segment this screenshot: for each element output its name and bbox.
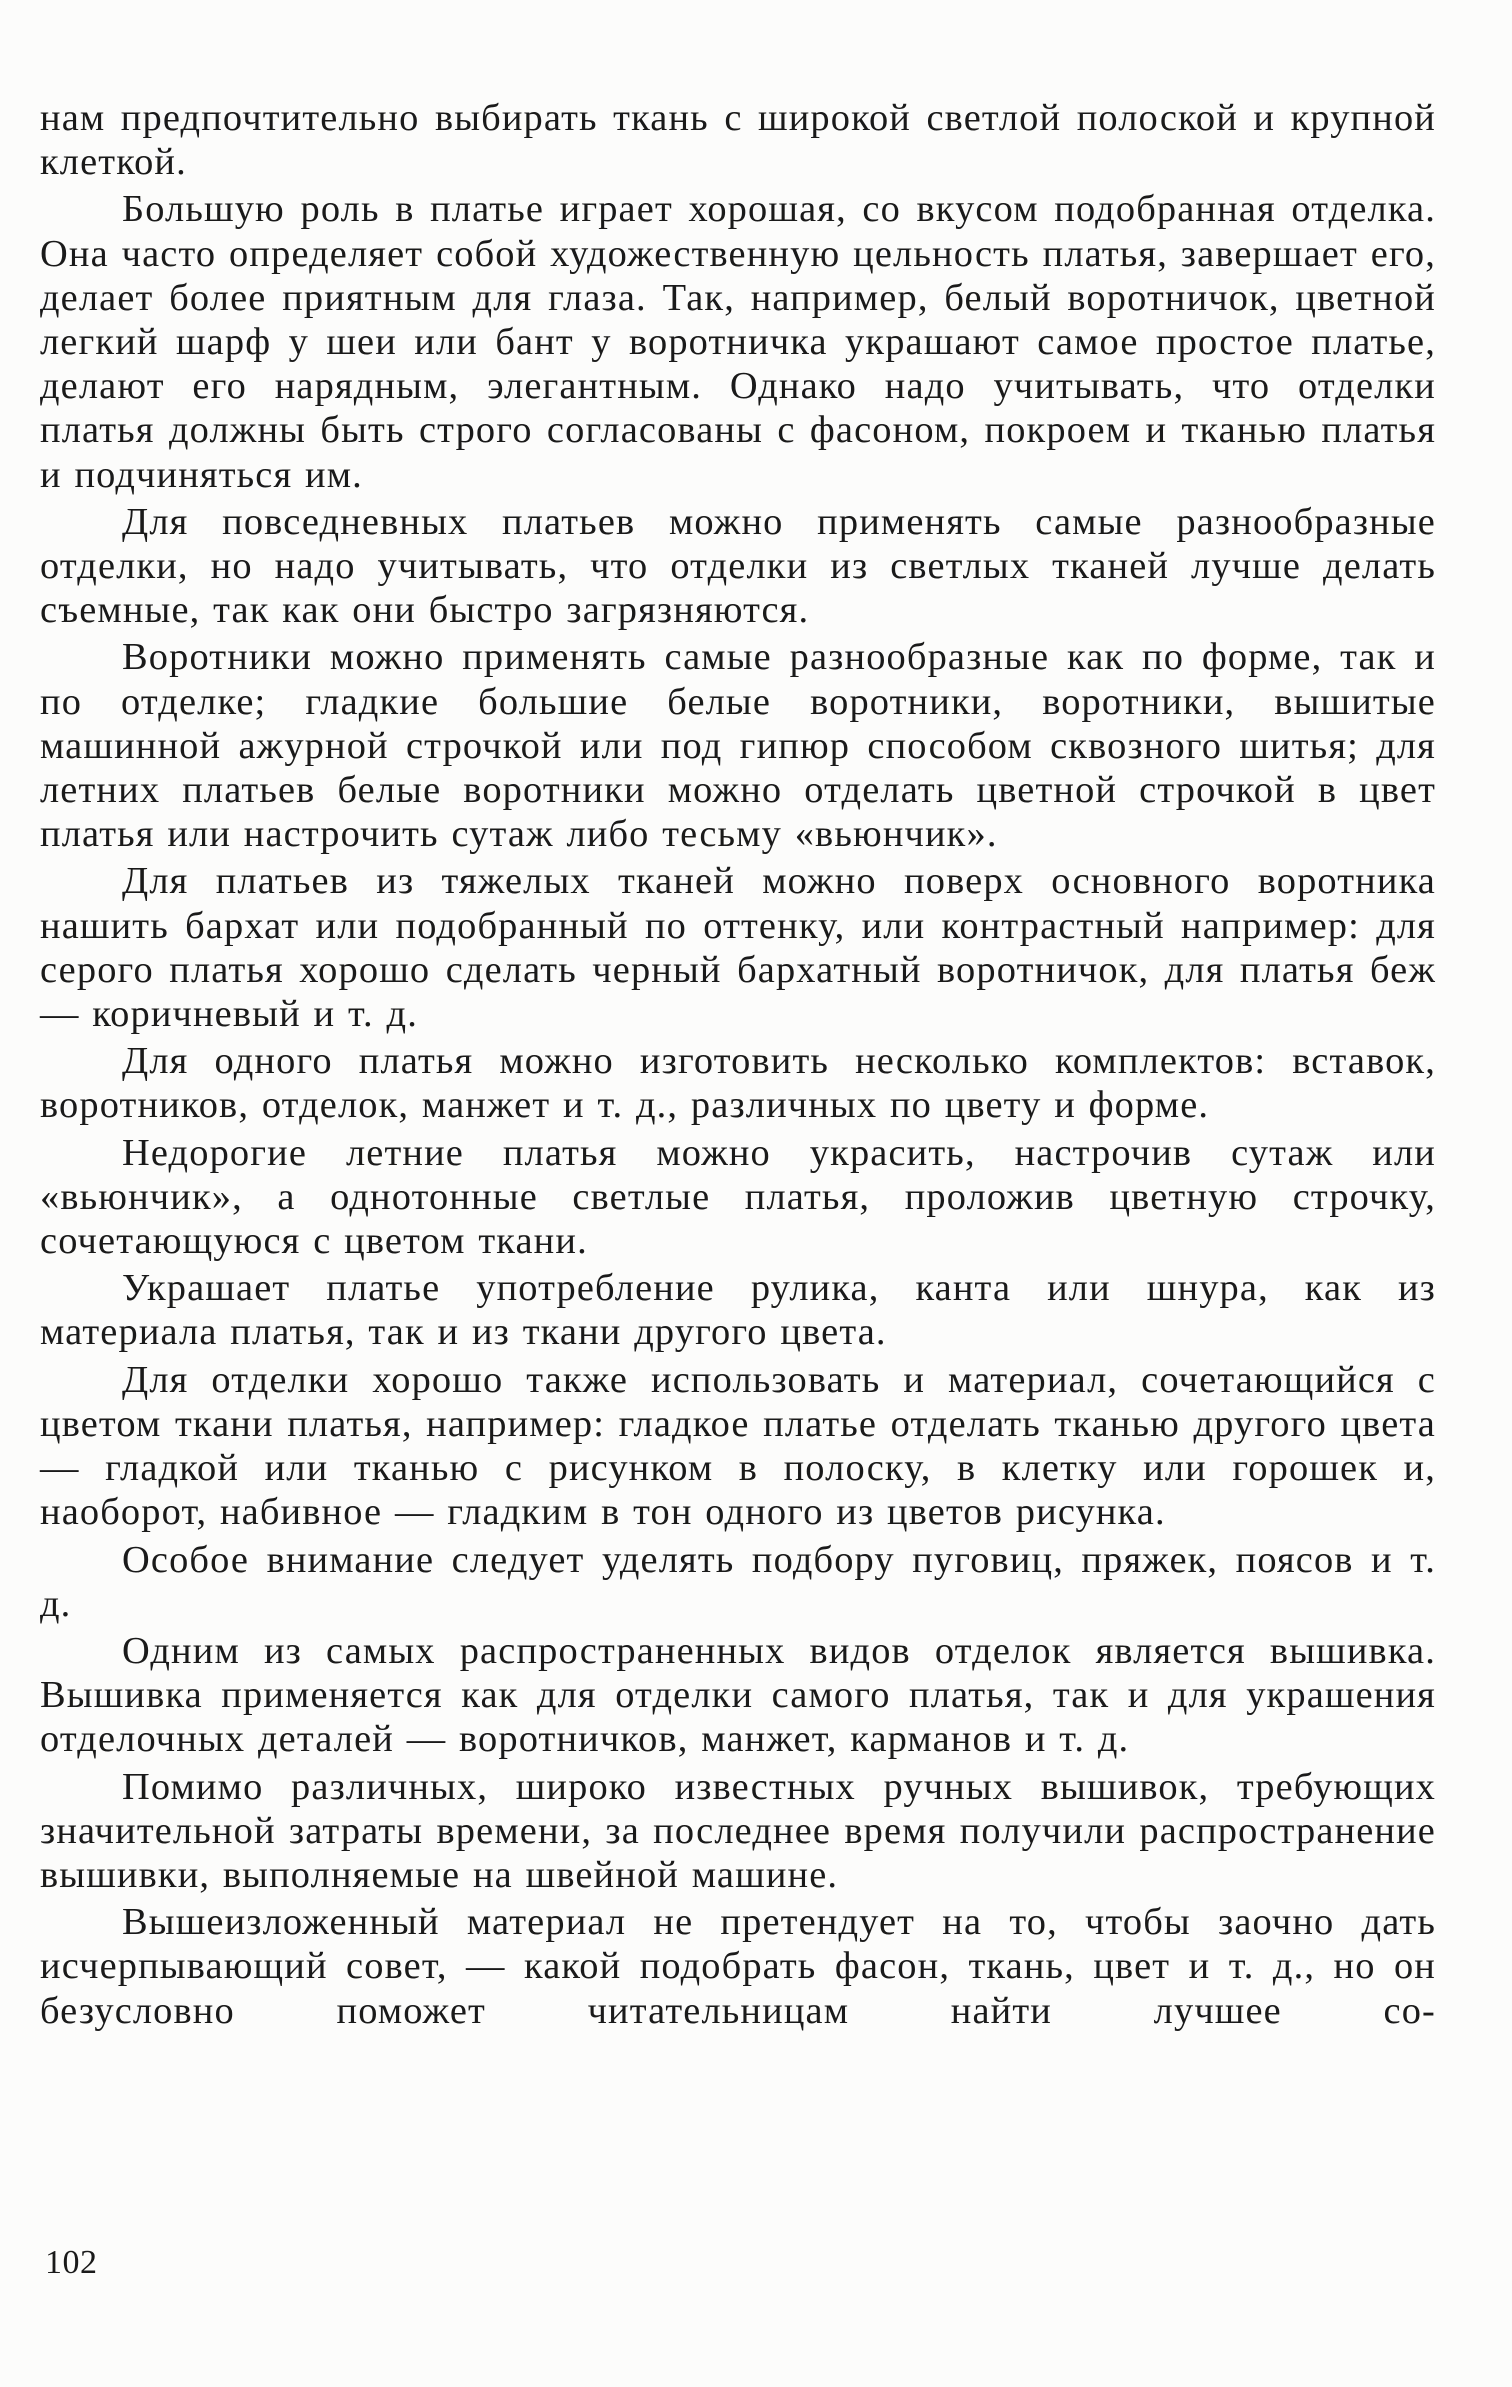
body-text bbox=[40, 96, 1436, 2036]
paragraph: Недорогие летние платья можно украсить, настрочив сутаж или «вьюнчик», а однотонные светлые платья, проложив цветную строчку, сочетающуюся с цветом ткани. bbox=[40, 1131, 1436, 1263]
paragraph: Одним из самых распространенных видов отделок является вышивка. Вышивка применяется как для отделки самого платья, так и для украшения отделочных деталей — воротничков, манжет, карманов и т. д. bbox=[40, 1629, 1436, 1761]
paragraph: Помимо различных, широко известных ручных вышивок, требующих значительной затраты времени, за последнее время получили распространение вышивки, выполняемые на швейной машине. bbox=[40, 1765, 1436, 1896]
page-number: 102 bbox=[45, 2244, 98, 2281]
paragraph: Воротники можно применять самые разнообразные как по форме, так и по отделке; гладкие большие белые воротники, воротники, вышитые машинной ажурной строчкой или под гипюр способом сквозного шитья; для летних платьев белые воротники можно отделать цветной строчкой в цвет платья или настрочить сутаж либо тесьму «вьюнчик». bbox=[40, 636, 1436, 856]
paragraph-continuation: нам предпочтительно выбирать ткань с широкой светлой полоской и крупной клеткой. bbox=[40, 97, 1436, 184]
paragraph: Большую роль в платье играет хорошая, со вкусом подобранная отделка. Она часто определяет собой художественную цельность платья, завершает его, делает более приятным для глаза. Так, например, белый воротничок, цветной легкий шарф у шеи или бант у воротничка украшают самое простое платье, делают его нарядным, элегантным. Однако надо учитывать, что отделки платья должны быть строго согласованы с фасоном, покроем и тканью платья и подчиняться им. bbox=[40, 188, 1436, 496]
paragraph: Для отделки хорошо также использовать и материал, сочетающийся с цветом ткани платья, например: гладкое платье отделать тканью другого цвета — гладкой или тканью с рисунком в полоску, в клетку или горошек и, наоборот, набивное — гладким в тон одного из цветов рисунка. bbox=[40, 1358, 1436, 1534]
paragraph: Для платьев из тяжелых тканей можно поверх основного воротника нашить бархат или подобранный по оттенку, или контрастный например: для серого платья хорошо сделать черный бархатный воротничок, для платья беж — коричневый и т. д. bbox=[40, 860, 1436, 1036]
paragraph: Вышеизложенный материал не претендует на то, чтобы заочно дать исчерпывающий совет, — какой подобрать фасон, ткань, цвет и т. д., но он безусловно поможет читательницам найти лучшее со- bbox=[40, 1901, 1436, 2032]
paragraph: Для одного платья можно изготовить несколько комплектов: вставок, воротников, отделок, манжет и т. д., различных по цвету и форме. bbox=[40, 1040, 1436, 1127]
paragraph: Особое внимание следует уделять подбору пуговиц, пряжек, поясов и т. д. bbox=[40, 1538, 1436, 1625]
paragraph: Украшает платье употребление рулика, канта или шнура, как из материала платья, так и из ткани другого цвета. bbox=[40, 1267, 1436, 1354]
paragraph: Для повседневных платьев можно применять самые разнообразные отделки, но надо учитывать, что отделки из светлых тканей лучше делать съемные, так как они быстро загрязняются. bbox=[40, 500, 1436, 632]
